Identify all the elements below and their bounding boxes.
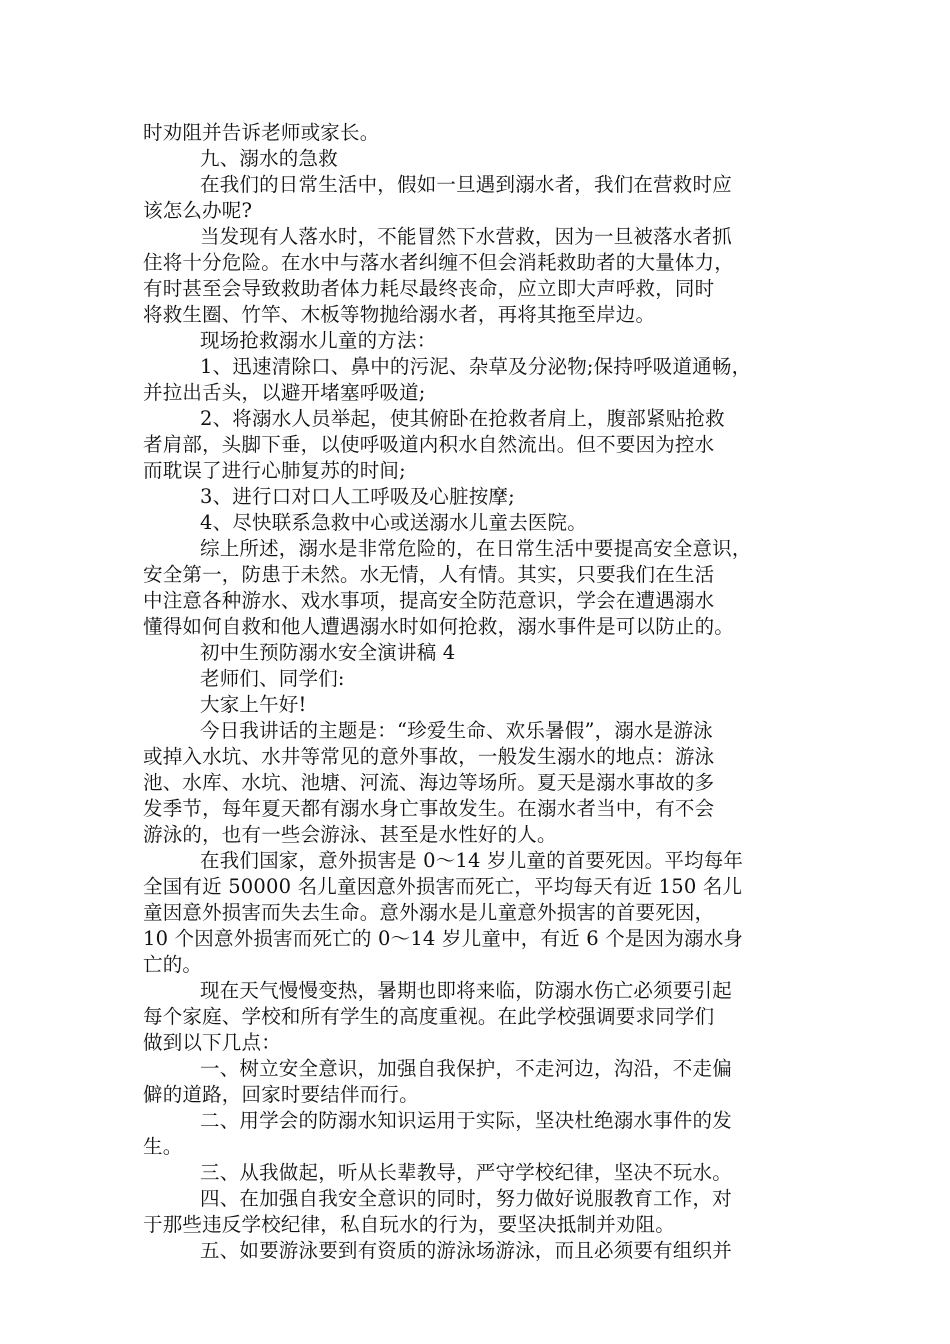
text-line: 者肩部，头脚下垂，以使呼吸道内积水自然流出。但不要因为控水 — [143, 433, 715, 456]
text-line: 懂得如何自救和他人遭遇溺水时如何抢救，溺水事件是可以防止的。 — [143, 615, 735, 638]
text-line: 现场抢救溺水儿童的方法： — [200, 329, 437, 352]
text-line: 初中生预防溺水安全演讲稿 4 — [200, 641, 456, 664]
text-line: 而耽误了进行心肺复苏的时间; — [143, 459, 406, 482]
text-line: 2、将溺水人员举起，使其俯卧在抢救者肩上，腹部紧贴抢救 — [200, 407, 725, 430]
text-line: 在我们国家，意外损害是 0～14 岁儿童的首要死因。平均每年 — [200, 849, 744, 872]
text-line: 大家上午好! — [200, 693, 307, 716]
text-line: 中注意各种游水、戏水事项，提高安全防范意识，学会在遭遇溺水 — [143, 589, 715, 612]
text-line: 综上所述，溺水是非常危险的，在日常生活中要提高安全意识， — [200, 537, 752, 560]
text-line: 老师们、同学们: — [200, 667, 345, 690]
text-line: 全国有近 50000 名儿童因意外损害而死亡，平均每天有近 150 名儿 — [143, 875, 743, 898]
text-line: 生。 — [143, 1135, 183, 1158]
text-line: 有时甚至会导致救助者体力耗尽最终丧命，应立即大声呼救，同时 — [143, 277, 715, 300]
text-line: 做到以下几点： — [143, 1031, 281, 1054]
text-line: 一、树立安全意识，加强自我保护，不走河边，沟沿，不走偏 — [200, 1057, 732, 1080]
text-line: 当发现有人落水时，不能冒然下水营救，因为一旦被落水者抓 — [200, 225, 732, 248]
text-line: 或掉入水坑、水井等常见的意外事故，一般发生溺水的地点：游泳 — [143, 745, 715, 768]
text-line: 游泳的，也有一些会游泳、甚至是水性好的人。 — [143, 823, 557, 846]
text-line: 1、迅速清除口、鼻中的污泥、杂草及分泌物;保持呼吸道通畅， — [200, 355, 752, 378]
text-line: 每个家庭、学校和所有学生的高度重视。在此学校强调要求同学们 — [143, 1005, 715, 1028]
text-line: 4、尽快联系急救中心或送溺水儿童去医院。 — [200, 511, 587, 534]
text-line: 四、在加强自我安全意识的同时，努力做好说服教育工作，对 — [200, 1187, 732, 1210]
text-line: 二、用学会的防溺水知识运用于实际，坚决杜绝溺水事件的发 — [200, 1109, 732, 1132]
text-line: 亡的。 — [143, 953, 203, 976]
text-line: 九、溺水的急救 — [200, 147, 338, 170]
text-line: 时劝阻并告诉老师或家长。 — [143, 121, 380, 144]
text-line: 将救生圈、竹竿、木板等物抛给溺水者，再将其拖至岸边。 — [143, 303, 656, 326]
text-line: 3、进行口对口人工呼吸及心脏按摩; — [200, 485, 515, 508]
text-line: 今日我讲话的主题是：“珍爱生命、欢乐暑假”，溺水是游泳 — [200, 719, 713, 742]
text-line: 发季节，每年夏天都有溺水身亡事故发生。在溺水者当中，有不会 — [143, 797, 715, 820]
text-line: 僻的道路，回家时要结伴而行。 — [143, 1083, 419, 1106]
text-line: 该怎么办呢? — [143, 199, 253, 222]
text-line: 并拉出舌头，以避开堵塞呼吸道; — [143, 381, 426, 404]
text-line: 童因意外损害而失去生命。意外溺水是儿童意外损害的首要死因， — [143, 901, 715, 924]
text-line: 在我们的日常生活中，假如一旦遇到溺水者，我们在营救时应 — [200, 173, 732, 196]
text-line: 安全第一，防患于未然。水无情，人有情。其实，只要我们在生活 — [143, 563, 715, 586]
text-line: 三、从我做起，听从长辈教导，严守学校纪律，坚决不玩水。 — [200, 1161, 732, 1184]
text-line: 10 个因意外损害而死亡的 0～14 岁儿童中，有近 6 个是因为溺水身 — [143, 927, 744, 950]
text-line: 五、如要游泳要到有资质的游泳场游泳，而且必须要有组织并 — [200, 1239, 732, 1262]
text-line: 池、水库、水坑、池塘、河流、海边等场所。夏天是溺水事故的多 — [143, 771, 715, 794]
text-line: 于那些违反学校纪律，私自玩水的行为，要坚决抵制并劝阻。 — [143, 1213, 675, 1236]
document-page — [143, 120, 805, 1264]
text-line: 现在天气慢慢变热，暑期也即将来临，防溺水伤亡必须要引起 — [200, 979, 732, 1002]
text-line: 住将十分危险。在水中与落水者纠缠不但会消耗救助者的大量体力， — [143, 251, 735, 274]
